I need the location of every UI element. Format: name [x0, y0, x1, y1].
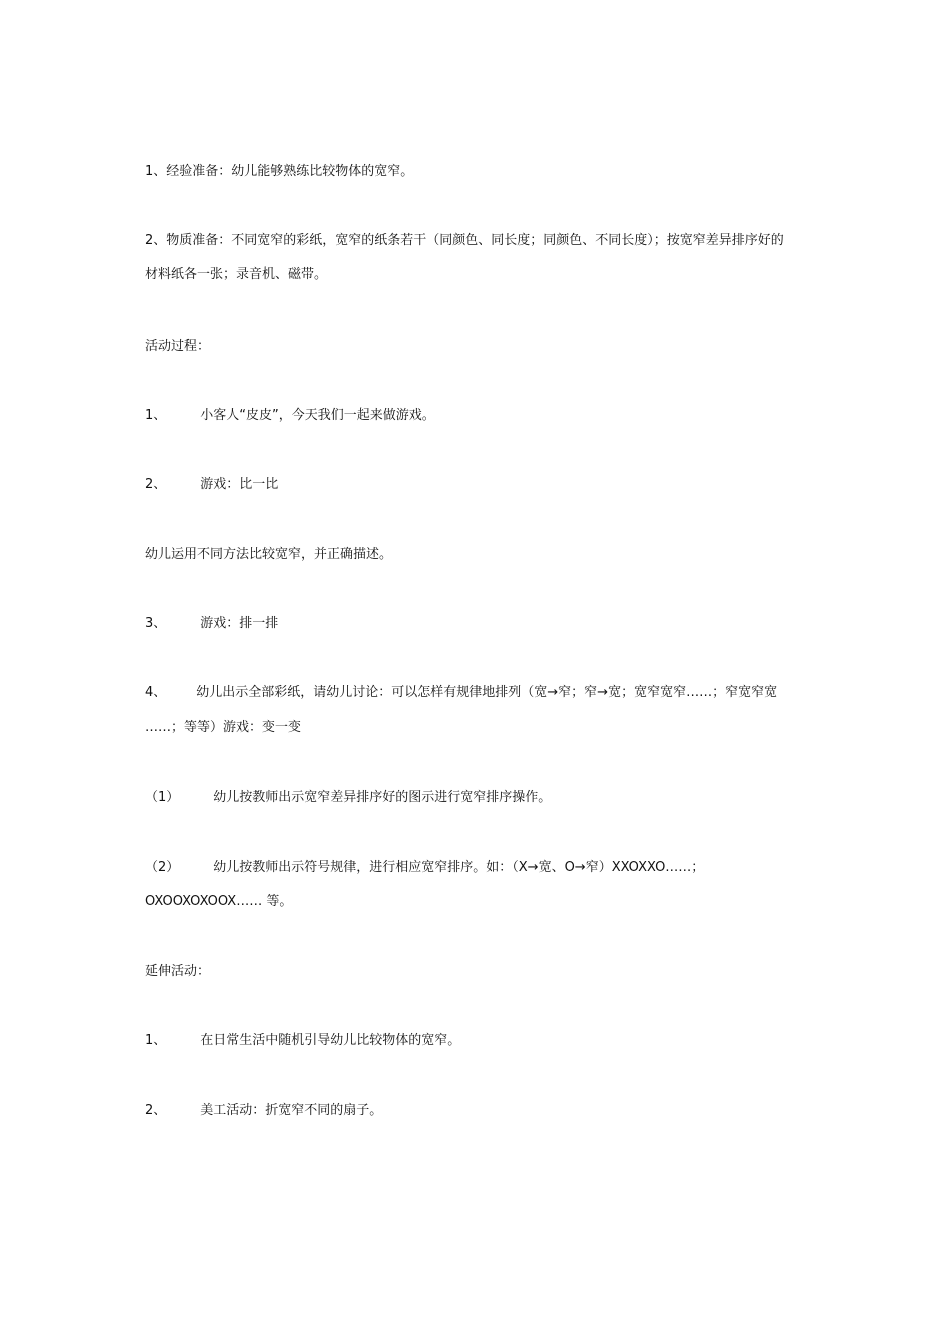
process-subitem-2 — [145, 859, 704, 877]
prep-item-1-text: 经验准备：幼儿能够熟练比较物体的宽窄。 — [166, 164, 414, 179]
process-subitem-1-text: 幼儿按教师出示宽窄差异排序好的图示进行宽窄排序操作。 — [213, 790, 552, 805]
extension-item-2 — [145, 1102, 382, 1120]
process-item-4 — [145, 684, 777, 702]
process-item-1 — [145, 407, 435, 425]
process-item-4-text: 幼儿出示全部彩纸，请幼儿讨论：可以怎样有规律地排列（宽→窄；窄→宽；宽窄宽窄……；窄宽窄宽 — [196, 685, 778, 700]
prep-item-2-continuation: 材料纸各一张；录音机、磁带。 — [145, 267, 328, 282]
process-item-1-number: 1、 — [145, 408, 167, 423]
extension-item-1-text: 在日常生活中随机引导幼儿比较物体的宽窄。 — [200, 1033, 461, 1048]
process-subitem-1-number: （1） — [145, 790, 180, 805]
process-item-3 — [145, 615, 278, 633]
extension-item-1 — [145, 1032, 460, 1050]
process-subitem-2-number: （2） — [145, 860, 180, 875]
prep-item-2-number: 2、 — [145, 233, 167, 248]
process-note: 幼儿运用不同方法比较宽窄，并正确描述。 — [145, 547, 393, 562]
process-subitem-2-continuation: OXOOXOXOOX…… 等。 — [145, 894, 293, 909]
prep-item-1 — [145, 163, 413, 181]
process-subitem-1 — [145, 789, 551, 807]
extension-heading: 延伸活动： — [145, 964, 211, 979]
process-item-2-text: 游戏：比一比 — [200, 477, 279, 492]
process-item-3-text: 游戏：排一排 — [200, 616, 279, 631]
process-subitem-2-text: 幼儿按教师出示符号规律，进行相应宽窄排序。如：（X→宽、O→窄）XXOXXO……； — [213, 860, 705, 875]
process-item-4-number: 4、 — [145, 685, 167, 700]
extension-item-2-number: 2、 — [145, 1103, 167, 1118]
process-item-3-number: 3、 — [145, 616, 167, 631]
process-item-2-number: 2、 — [145, 477, 167, 492]
process-item-2 — [145, 476, 278, 494]
prep-item-1-number: 1、 — [145, 164, 167, 179]
prep-item-2-text: 物质准备：不同宽窄的彩纸，宽窄的纸条若干（同颜色、同长度；同颜色、不同长度）；按宽窄差异排序好的 — [166, 233, 784, 248]
process-heading: 活动过程： — [145, 339, 211, 354]
prep-item-2 — [145, 232, 784, 250]
process-item-4-continuation: ……；等等）游戏：变一变 — [145, 720, 302, 735]
extension-item-1-number: 1、 — [145, 1033, 167, 1048]
process-item-1-text: 小客人“皮皮”，今天我们一起来做游戏。 — [200, 408, 435, 423]
extension-item-2-text: 美工活动：折宽窄不同的扇子。 — [200, 1103, 383, 1118]
